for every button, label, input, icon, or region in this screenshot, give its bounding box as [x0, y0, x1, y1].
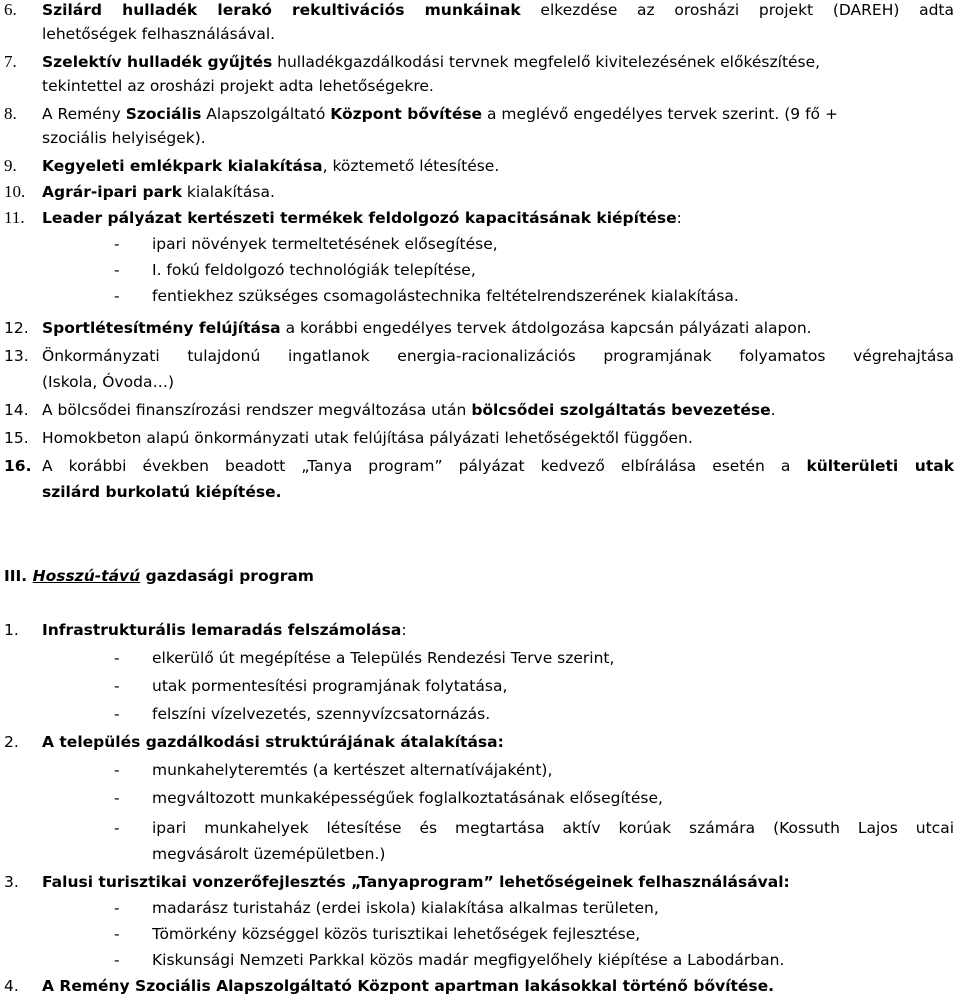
item-number: 8. [4, 104, 17, 123]
item-text [42, 620, 952, 640]
item-number: 12. [4, 319, 29, 337]
bullet-continuation: megvásárolt üzemépületben.) [152, 845, 386, 863]
item-bold-text: Kegyeleti emlékpark kialakítása [42, 157, 323, 175]
bullet-dash: - [114, 819, 120, 837]
bullet-text: felszíni vízelvezetés, szennyvízcsatornázás. [152, 705, 491, 723]
item-plain-text: . [770, 401, 776, 419]
bullet-text: ipari munkahelyek létesítése és megtartása aktív korúak számára (Kossuth Lajos utcai [152, 819, 954, 837]
bullet-dash: - [114, 951, 120, 969]
bullet-text: I. fokú feldolgozó technológiák telepítése, [152, 261, 476, 279]
item-number: 6. [4, 0, 17, 19]
bullet-dash: - [114, 789, 120, 807]
item-text [42, 976, 952, 996]
bullet-text: ipari növények termeltetésének elősegítése, [152, 235, 498, 253]
list-item-16-continuation: szilárd burkolatú kiépítése. [42, 483, 282, 501]
item-bold-text: Leader pályázat kertészeti termékek feldolgozó kapacitásának kiépítése [42, 209, 677, 227]
item-number: 16. [4, 457, 32, 475]
item-bold-text: Szilárd hulladék lerakó rekultivációs munkáinak [42, 1, 521, 19]
item-text [42, 456, 954, 476]
section-heading [4, 566, 314, 586]
item-bold-text: Sportlétesítmény felújítása [42, 319, 281, 337]
item-number: 3. [4, 873, 19, 891]
section-number: III. [4, 567, 28, 585]
item-bold-text: Központ bővítése [330, 105, 483, 123]
item-bold-text: bölcsődei szolgáltatás bevezetése [471, 401, 771, 419]
item-text [42, 208, 952, 228]
bullet-dash: - [114, 235, 120, 253]
list-item-7-continuation: tekintettel az orosházi projekt adta lehetőségekre. [42, 77, 434, 95]
item-bold-text: Infrastrukturális lemaradás felszámolása [42, 621, 402, 639]
item-bold-text: A Remény Szociális Alapszolgáltató Központ apartman lakásokkal történő bővítése. [42, 977, 775, 995]
item-number: 2. [4, 733, 19, 751]
bullet-text: munkahelyteremtés (a kertészet alternatívájaként), [152, 761, 553, 779]
item-text [42, 732, 952, 752]
item-number: 7. [4, 52, 17, 71]
item-bold-text: külterületi utak [806, 457, 954, 475]
item-number: 4. [4, 977, 19, 995]
item-number: 10. [4, 182, 26, 201]
bullet-dash: - [114, 677, 120, 695]
item-suffix: : [401, 621, 407, 639]
item-plain-text: a korábbi engedélyes tervek átdolgozása kapcsán pályázati alapon. [280, 319, 812, 337]
bullet-dash: - [114, 761, 120, 779]
item-number: 14. [4, 401, 29, 419]
bullet-text: fentiekhez szükséges csomagolástechnika feltételrendszerének kialakítása. [152, 287, 739, 305]
item-bold-text: Agrár-ipari park [42, 183, 182, 201]
bullet-dash: - [114, 649, 120, 667]
item-text: Önkormányzati tulajdonú ingatlanok energia-racionalizációs programjának folyamatos végrehajtása [42, 347, 954, 365]
item-plain-text: kialakítása. [182, 183, 275, 201]
item-text [42, 182, 952, 202]
list-item-13-continuation: (Iskola, Óvoda…) [42, 373, 174, 391]
item-plain-text: A Remény [42, 105, 126, 123]
item-bold-text: Szociális [125, 105, 202, 123]
item-text [42, 400, 952, 420]
item-bold-text: Falusi turisztikai vonzerőfejlesztés „Tanyaprogram” lehetőségeinek felhasználásával: [42, 873, 790, 891]
item-plain-text: elkezdése az orosházi projekt (DAREH) adta [520, 1, 954, 19]
section-title: gazdasági program [140, 567, 314, 585]
item-text [42, 104, 952, 124]
list-item-6-continuation: lehetőségek felhasználásával. [42, 25, 276, 43]
item-text [42, 52, 952, 72]
bullet-text: megváltozott munkaképességűek foglalkoztatásának elősegítése, [152, 789, 663, 807]
item-plain-text: a meglévő engedélyes tervek szerint. (9 fő + [482, 105, 838, 123]
item-text [42, 318, 952, 338]
bullet-text: Kiskunsági Nemzeti Parkkal közös madár megfigyelőhely kiépítése a Labodárban. [152, 951, 785, 969]
bullet-text: elkerülő út megépítése a Település Rendezési Terve szerint, [152, 649, 615, 667]
bullet-dash: - [114, 287, 120, 305]
item-plain-text: : [676, 209, 682, 227]
item-number: 9. [4, 156, 17, 175]
bullet-dash: - [114, 261, 120, 279]
item-text [42, 156, 952, 176]
item-number: 13. [4, 347, 29, 365]
item-plain-text: hulladékgazdálkodási tervnek megfelelő kivitelezésének előkészítése, [272, 53, 821, 71]
section-emphasis: Hosszú-távú [32, 567, 141, 585]
bullet-dash: - [114, 705, 120, 723]
bullet-dash: - [114, 899, 120, 917]
item-plain-text: Alapszolgáltató [201, 105, 331, 123]
bullet-text: madarász turistaház (erdei iskola) kialakítása alkalmas területen, [152, 899, 659, 917]
item-bold-text: A település gazdálkodási struktúrájának átalakítása: [42, 733, 504, 751]
item-number: 1. [4, 621, 19, 639]
bullet-text: utak pormentesítési programjának folytatása, [152, 677, 508, 695]
item-number: 15. [4, 429, 29, 447]
bullet-text: Tömörkény községgel közös turisztikai lehetőségek fejlesztése, [152, 925, 641, 943]
item-plain-text: A bölcsődei finanszírozási rendszer megváltozása után [42, 401, 472, 419]
bullet-dash: - [114, 925, 120, 943]
item-text [42, 0, 954, 20]
item-bold-text: Szelektív hulladék gyűjtés [42, 53, 273, 71]
list-item-8-continuation: szociális helyiségek). [42, 129, 206, 147]
item-number: 11. [4, 208, 25, 227]
item-text: Homokbeton alapú önkormányzati utak felújítása pályázati lehetőségektől függően. [42, 429, 693, 447]
item-text [42, 872, 952, 892]
item-plain-text: A korábbi években beadott „Tanya program” pályázat kedvező elbírálása esetén a [42, 457, 807, 475]
item-plain-text: , köztemető létesítése. [322, 157, 500, 175]
